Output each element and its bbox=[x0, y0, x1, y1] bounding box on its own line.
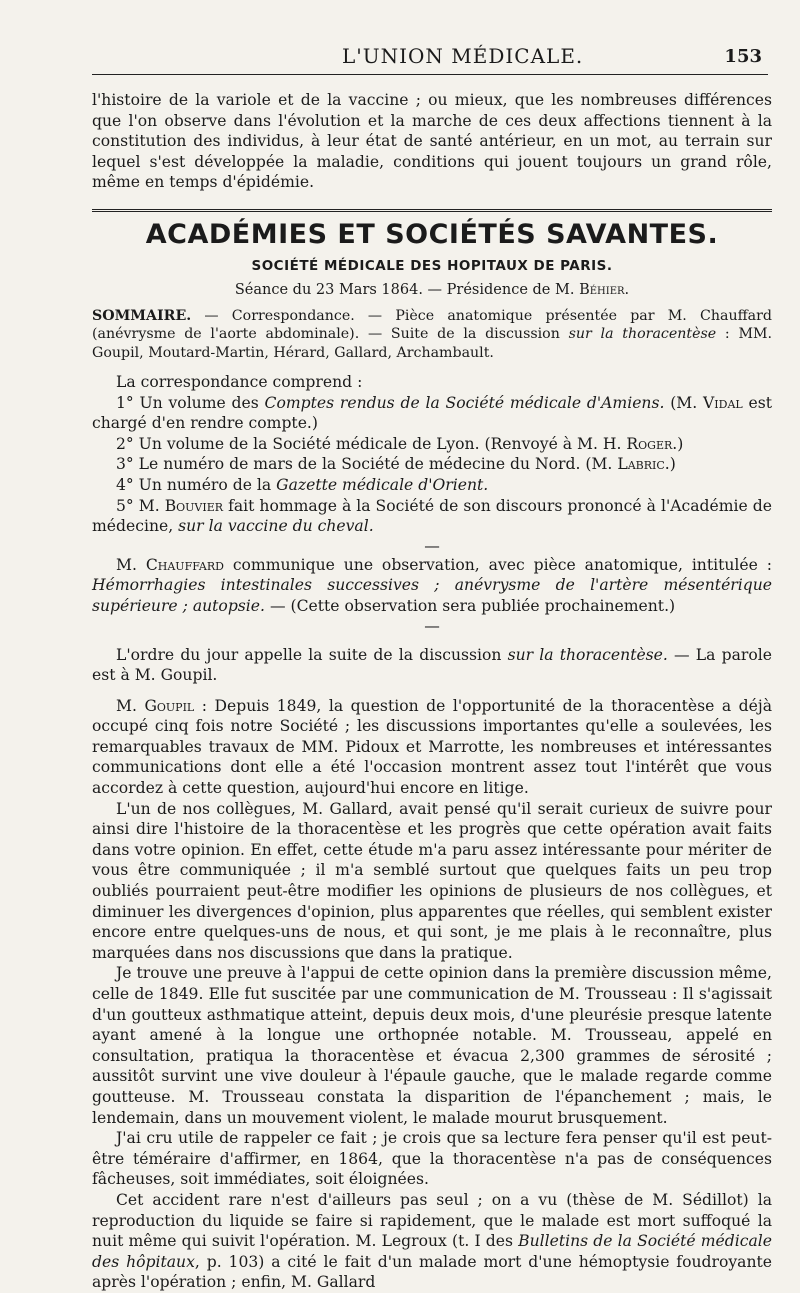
sommaire-text-b: : MM. Goupil, Moutard-Martin, Hérard, Gallard, Archambault. bbox=[92, 326, 773, 361]
ordre-du-jour bbox=[92, 645, 772, 686]
running-header bbox=[92, 40, 768, 70]
para-text: — (Cette observation sera publiée prochainement.) bbox=[264, 596, 676, 615]
item-text: 5° M. bbox=[116, 496, 165, 515]
seance-text: Séance du 23 Mars 1864. — Présidence de M. bbox=[234, 282, 580, 299]
spacer bbox=[92, 362, 772, 372]
sommaire-label: SOMMAIRE. bbox=[92, 307, 192, 324]
item-text: fait hommage à la Société de son discours prononcé à l'Académie de médecine, bbox=[92, 496, 772, 536]
item-name: Bouvier bbox=[164, 496, 224, 515]
topic-italic: sur la thoracentèse. bbox=[507, 645, 668, 664]
header-rule bbox=[92, 74, 768, 75]
page-number: 153 bbox=[724, 46, 762, 67]
separator-dash: — bbox=[424, 616, 440, 635]
section-divider bbox=[92, 209, 772, 215]
journal-title: L'UNION MÉDICALE. bbox=[342, 44, 584, 68]
sommaire-topic: sur la thoracentèse bbox=[568, 326, 717, 343]
bulletin-title: Bulletins de la Société médicale des hôpitaux bbox=[92, 1232, 772, 1271]
spacer bbox=[92, 686, 772, 696]
para-text: , p. 103) a cité le fait d'un malade mort d'une hémoptysie foudroyante après l'opération ; enfin, M. Gallard bbox=[92, 1252, 772, 1292]
goupil-paragraph-2: L'un de nos collègues, M. Gallard, avait pensé qu'il serait curieux de suivre pour ainsi dire l'histoire de la thoracentèse et les progrès que cette opération avait faits dans votre opinion. En effet, cette étude m'a paru assez intéressante pour mériter de vous être communiquée ; il m'a semblé surtout que quelques faits un peu trop oubliés pourraient peut-être modifier les opinions de plusieurs de nos collègues, et diminuer les divergences d'opinion, plus apparentes que réelles, qui semblent exister encore entre quelques-uns de nous, et qui sont, je me plais à le reconnaître, plus marquées dans nos discussions que dans la pratique. bbox=[92, 799, 772, 962]
item-text: 3° Le numéro de mars de la Société de médecine du Nord. (M. bbox=[116, 455, 618, 474]
para-text: : Depuis 1849, la question de l'opportunité de la thoracentèse a déjà occupé cinq fois notre Société ; les discussions importantes qu'elle a soulevées, les remarquables travaux de MM. Pidoux et Marrotte, les nombreuses et intéressantes communications dont elle a été l'occasion montrent assez tout l'intérêt que vous accordez à cette question, aujourd'hui encore en litige. bbox=[92, 696, 772, 798]
item-text: .) bbox=[664, 455, 676, 474]
correspondance-item-4 bbox=[92, 475, 772, 496]
seance-president: Béhier. bbox=[579, 282, 630, 299]
intro-paragraph: l'histoire de la variole et de la vaccine ; ou mieux, que les nombreuses différences que l'on observe dans l'évolution et la marche de ces deux affections tiennent à la constitution des individus, à leur état de santé antérieur, en un mot, au terrain sur lequel s'est développée la maladie, conditions qui jouent toujours un grand rôle, même en temps d'épidémie. bbox=[92, 91, 772, 192]
society-name: SOCIÉTÉ MÉDICALE DES HOPITAUX DE PARIS. bbox=[251, 257, 613, 274]
correspondance-item-3 bbox=[92, 454, 772, 475]
correspondance-item-1 bbox=[92, 393, 772, 434]
speaker-name: Chauffard bbox=[145, 555, 224, 574]
item-name: Vidal bbox=[703, 393, 743, 412]
observation-title: Hémorrhagies intestinales successives ; anévrysme de l'artère mésentérique supérieure ; autopsie. bbox=[92, 576, 772, 615]
item-name: Roger bbox=[626, 434, 673, 453]
item-italic: sur la vaccine du cheval. bbox=[178, 517, 374, 536]
item-text: 1° Un volume des bbox=[116, 393, 265, 412]
goupil-paragraph-1 bbox=[92, 696, 772, 799]
para-text: L'ordre du jour appelle la suite de la discussion bbox=[116, 645, 508, 664]
goupil-paragraph-4: J'ai cru utile de rappeler ce fait ; je crois que sa lecture fera penser qu'il est peut-être téméraire d'affirmer, en 1864, que la thoracentèse n'a pas de conséquences fâcheuses, soit immédiates, soit éloignées. bbox=[92, 1129, 772, 1189]
item-text: 4° Un numéro de la bbox=[116, 475, 277, 494]
goupil-paragraph-5 bbox=[92, 1190, 772, 1293]
para-text: communique une observation, avec pièce anatomique, intitulée : bbox=[223, 555, 772, 574]
para-text: Cet accident rare n'est d'ailleurs pas seul ; on a vu (thèse de M. Sédillot) la reproduction du liquide se faire si rapidement, que le malade est mort suffoqué la nuit même qui suivit l'opération. M. Legroux (t. I des bbox=[92, 1190, 772, 1251]
correspondance-item-5 bbox=[92, 496, 772, 537]
goupil-paragraph-3: Je trouve une preuve à l'appui de cette opinion dans la première discussion même, celle de 1849. Elle fut suscitée par une communication de M. Trousseau : Il s'agissait d'un goutteux asthmatique atteint, depuis deux mois, d'une pleurésie presque latente ayant amené à la longue une orthopnée notable. M. Trousseau, appelé en consultation, pratiqua la thoracentèse et évacua 2,300 grammes de sérosité ; aussitôt survint une vive douleur à l'épaule gauche, que le malade regarde comme goutteuse. M. Trousseau constata la disparition de l'épanchement ; mais, le lendemain, dans un mouvement violent, le malade mourut brusquement. bbox=[92, 964, 772, 1127]
article-body bbox=[92, 90, 772, 1293]
correspondance-intro: La correspondance comprend : bbox=[116, 372, 363, 391]
spacer bbox=[92, 635, 772, 645]
item-text: .) bbox=[672, 434, 684, 453]
para-text: M. bbox=[116, 696, 145, 715]
chauffard-paragraph bbox=[92, 555, 772, 617]
sommaire-text-a: — Correspondance. — Pièce anatomique présentée par M. Chauffard (anévrysme de l'aorte abdominale). — Suite de la discussion bbox=[92, 307, 772, 343]
item-text: 2° Un volume de la Société médicale de Lyon. (Renvoyé à M. H. bbox=[116, 434, 627, 453]
separator-dash: — bbox=[424, 536, 440, 555]
item-text: est chargé d'en rendre compte.) bbox=[92, 393, 773, 433]
item-text: (M. bbox=[664, 393, 704, 412]
seance-line bbox=[92, 280, 772, 301]
item-name: Labric bbox=[617, 455, 665, 474]
sommaire bbox=[92, 307, 772, 362]
para-text: M. bbox=[116, 555, 146, 574]
speaker-name: Goupil bbox=[144, 696, 195, 715]
section-title: ACADÉMIES ET SOCIÉTÉS SAVANTES. bbox=[145, 218, 719, 250]
correspondance-item-2 bbox=[92, 434, 772, 455]
item-italic: Gazette médicale d'Orient. bbox=[276, 475, 489, 494]
item-italic: Comptes rendus de la Société médicale d'Amiens. bbox=[264, 393, 665, 412]
para-text: — La parole est à M. Goupil. bbox=[92, 645, 772, 685]
